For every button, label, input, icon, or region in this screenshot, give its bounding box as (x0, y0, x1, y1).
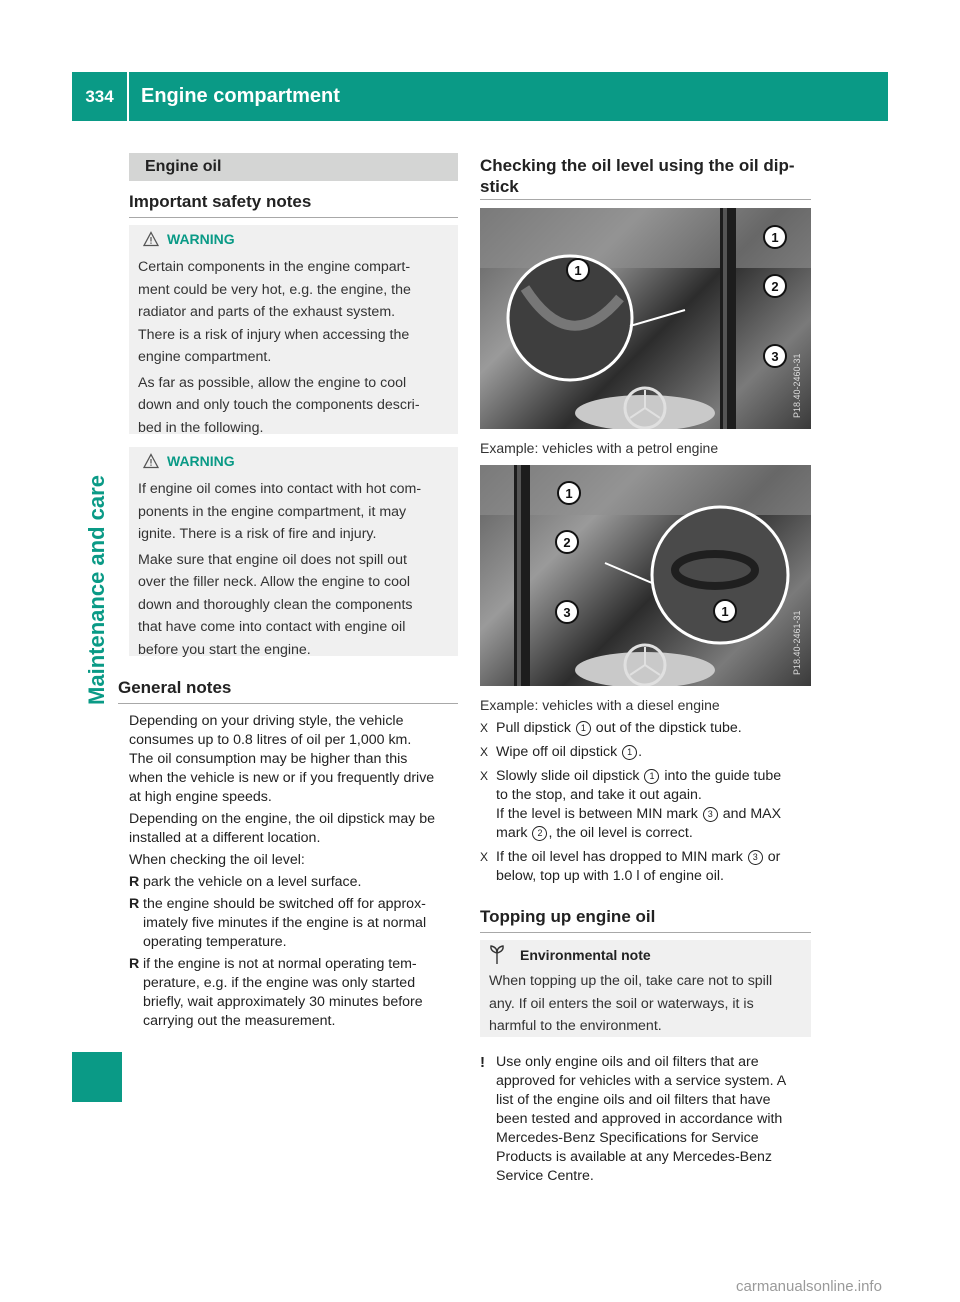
page-title: Engine compartment (141, 85, 340, 107)
callout-marker: 2 (763, 274, 787, 298)
instruction-step (480, 743, 815, 762)
environmental-note-box (480, 940, 811, 1037)
step-text: Wipe off oil dipstick (496, 744, 622, 760)
step-text: If the oil level has dropped to MIN mark (496, 849, 747, 865)
image-code: P18.40-2461-31 (792, 610, 802, 675)
section-title (129, 153, 458, 181)
side-tab-label: Maintenance and care (84, 475, 109, 705)
dipstick-heading: Checking the oil level using the oil dip- stick (480, 156, 795, 196)
warning-heading (143, 231, 235, 247)
warning-box (129, 447, 458, 656)
leaf-icon (488, 945, 506, 965)
notice-text: Use only engine oils and oil filters that are approved for vehicles with a service system. A list of the engine oils and oil filters that have been tested and approved in accordance with Mercedes-Benz Specifications for Service Products is available at any Mercedes-Benz Service Centre. (496, 1054, 787, 1184)
safety-heading: Important safety notes (129, 192, 312, 211)
step-text: Slowly slide oil dipstick (496, 768, 644, 784)
instruction-step (480, 767, 815, 843)
image-caption: Example: vehicles with a diesel engine (480, 697, 720, 713)
warning-title: WARNING (167, 453, 235, 469)
warning-box (129, 225, 458, 434)
callout-marker: 1 (763, 225, 787, 249)
step-text: If the level is between MIN mark (496, 806, 702, 822)
callout-marker: 3 (763, 344, 787, 368)
callout-marker: 1 (557, 481, 581, 505)
callout-ref: 1 (644, 769, 659, 784)
warning-triangle-icon (143, 453, 159, 469)
warning-text: If engine oil comes into contact with hot com- ponents in the engine compartment, it may ignite. There is a risk of fire and injury. (138, 481, 422, 542)
page-number: 334 (85, 86, 114, 106)
section-title-text: Engine oil (145, 158, 222, 175)
list-item-text: park the vehicle on a level surface. (143, 874, 362, 890)
topping-up-heading: Topping up engine oil (480, 907, 656, 926)
callout-marker: 2 (555, 530, 579, 554)
step-text: and MAX mark (496, 806, 782, 841)
env-note-title: Environmental note (520, 947, 651, 963)
callout-ref: 3 (748, 850, 763, 865)
side-tab-block (72, 1052, 122, 1102)
paragraph: When checking the oil level: (129, 852, 305, 868)
step-arrow: X (480, 850, 489, 864)
step-text: , the oil level is correct. (548, 825, 693, 841)
watermark: carmanualsonline.info (736, 1278, 882, 1295)
step-text: Pull dipstick (496, 720, 575, 736)
notice-block (480, 1053, 815, 1186)
header-divider (127, 72, 129, 121)
callout-ref: 1 (576, 721, 591, 736)
env-note-heading (488, 945, 651, 965)
image-code: P18.40-2460-31 (792, 353, 802, 418)
divider (480, 932, 811, 933)
warning-text: Make sure that engine oil does not spill out over the filler neck. Allow the engine to cool down and thoroughly clean the components that have come into contact with engine oil before you start the engine. (138, 551, 413, 658)
step-text: into the guide tube to the stop, and take it out again. (496, 768, 782, 803)
warning-triangle-icon (143, 231, 159, 247)
instruction-step (480, 719, 815, 738)
bullet-marker: R (129, 874, 140, 890)
list-item (129, 873, 461, 892)
divider (118, 703, 458, 704)
side-tab (72, 150, 122, 1030)
engine-photo-diesel (480, 465, 811, 686)
warning-heading (143, 453, 235, 469)
list-item-text: the engine should be switched off for approx- imately five minutes if the engine is at normal operating temperature. (143, 896, 427, 950)
callout-ref: 1 (622, 745, 637, 760)
callout-marker: 1 (566, 258, 590, 282)
general-notes-heading: General notes (118, 678, 232, 697)
paragraph: Depending on your driving style, the vehicle consumes up to 0.8 litres of oil per 1,000 km. The oil consumption may be higher than this when the vehicle is new or if you frequently drive at high engine speeds. (129, 713, 435, 805)
paragraph: Depending on the engine, the oil dipstick may be installed at a different location. (129, 811, 436, 846)
notice-marker: ! (480, 1054, 485, 1071)
step-arrow: X (480, 721, 489, 735)
image-caption: Example: vehicles with a petrol engine (480, 440, 719, 456)
callout-marker: 3 (555, 600, 579, 624)
warning-text: Certain components in the engine compart- ment could be very hot, e.g. the engine, the radiator and parts of the exhaust system. There is a risk of injury when accessing the engine compartment. (138, 259, 411, 365)
step-text: or below, top up with 1.0 l of engine oil. (496, 849, 781, 884)
instruction-step (480, 848, 815, 886)
engine-illustration (480, 208, 811, 429)
engine-photo-petrol (480, 208, 811, 429)
callout-marker: 1 (713, 599, 737, 623)
step-text: out of the dipstick tube. (591, 720, 742, 736)
engine-illustration (480, 465, 811, 686)
step-arrow: X (480, 745, 489, 759)
callout-ref: 3 (703, 807, 718, 822)
warning-text: As far as possible, allow the engine to cool down and only touch the components descri- bed in the following. (138, 374, 420, 436)
divider (129, 217, 458, 218)
step-arrow: X (480, 769, 489, 783)
warning-title: WARNING (167, 231, 235, 247)
list-item-text: if the engine is not at normal operating tem- perature, e.g. if the engine was only started briefly, wait approximately 30 minutes before carrying out the measurement. (143, 956, 423, 1029)
list-item (129, 955, 461, 1031)
step-text: . (638, 744, 643, 760)
env-note-text: When topping up the oil, take care not to spill any. If oil enters the soil or waterways, it is harmful to the environment. (489, 973, 773, 1034)
list-item (129, 895, 461, 952)
callout-ref: 2 (532, 826, 547, 841)
bullet-marker: R (129, 956, 140, 972)
bullet-marker: R (129, 896, 140, 912)
divider (480, 199, 811, 200)
